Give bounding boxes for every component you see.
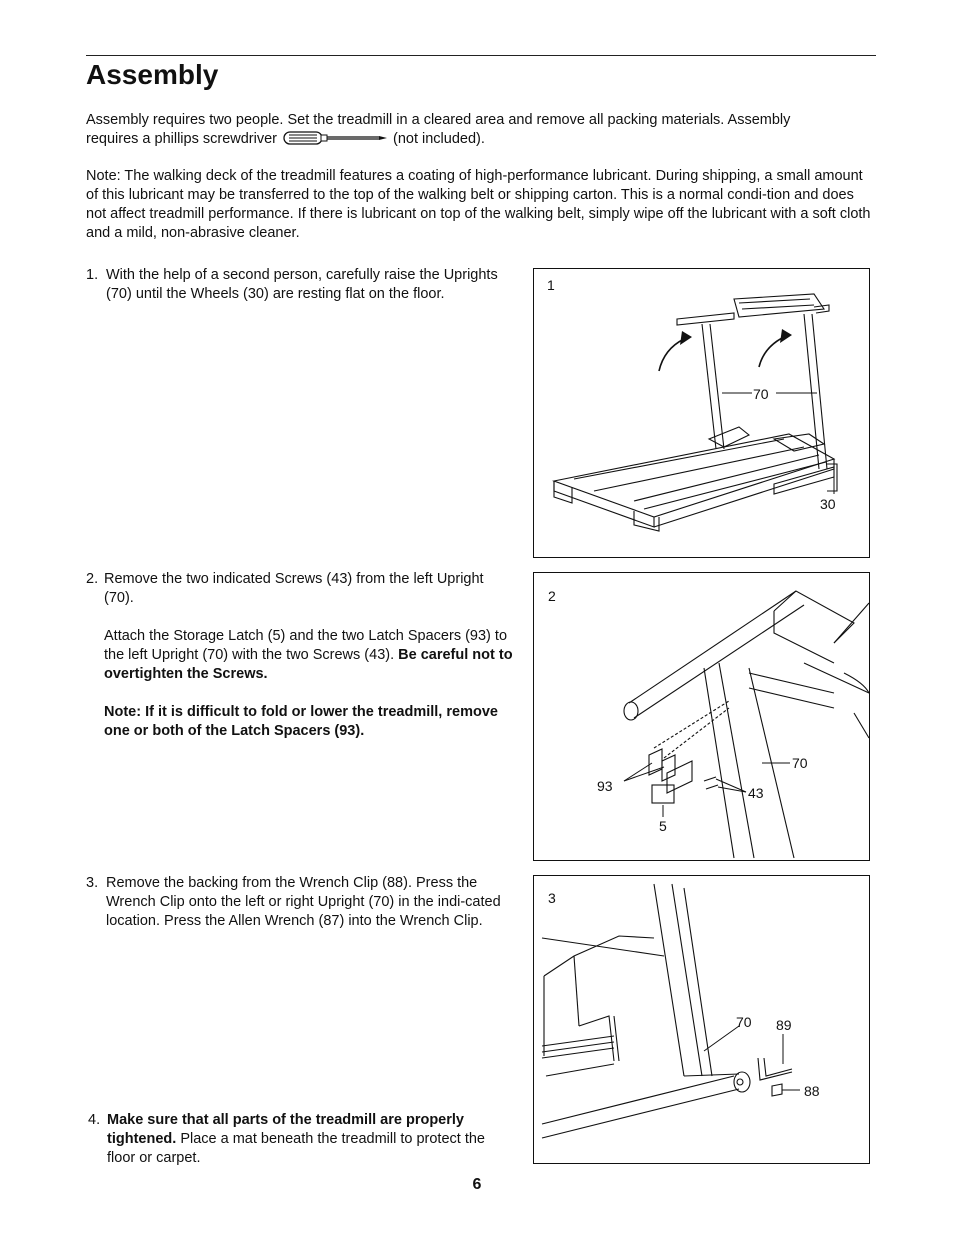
page-number: 6 [472, 1176, 482, 1193]
callout-93: 93 [597, 778, 613, 794]
step-note [104, 703, 516, 741]
step-text [107, 1111, 506, 1168]
callout-43: 43 [748, 785, 764, 801]
intro-line2-after: (not included). [393, 131, 485, 147]
callout-88: 88 [804, 1083, 820, 1099]
figure-1 [533, 268, 870, 558]
header-rule [86, 55, 876, 56]
figure-label: 1 [547, 277, 555, 293]
intro-paragraph [86, 111, 876, 152]
step-4 [86, 1111, 506, 1168]
step-number: 2. [86, 571, 99, 587]
figure-3 [533, 875, 870, 1164]
step-1 [86, 266, 506, 304]
callout-30: 30 [820, 496, 836, 512]
page-title: Assembly [86, 59, 219, 90]
upright-latch-illustration [534, 573, 871, 862]
figure-label: 2 [548, 588, 556, 604]
callout-70: 70 [736, 1014, 752, 1030]
callout-89: 89 [776, 1017, 792, 1033]
step-number: 3. [86, 875, 99, 891]
intro-line1: Assembly requires two people. Set the treadmill in a cleared area and remove all packing materials. Assembly [86, 112, 791, 128]
callout-70: 70 [753, 386, 769, 402]
step-number: 1. [86, 267, 99, 283]
step-number: 4. [88, 1112, 101, 1128]
step-note-text: Note: If it is difficult to fold or lower the treadmill, remove one or both of the Latch Spacers (93). [104, 704, 498, 739]
step-text: Remove the backing from the Wrench Clip (88). Press the Wrench Clip onto the left or right Upright (70) in the indi-cated location. Press the Allen Wrench (87) into the Wrench Clip. [106, 875, 501, 929]
intro-line2-before: requires a phillips screwdriver [86, 131, 277, 147]
step-plain-text: Place a mat beneath the treadmill to protect the floor or carpet. [107, 1131, 485, 1166]
figure-2 [533, 572, 870, 861]
step-text-2 [104, 627, 516, 684]
callout-70: 70 [792, 755, 808, 771]
step-2 [86, 570, 516, 741]
step-instruction: Attach the Storage Latch (5) and the two Latch Spacers (93) to the left Upright (70) with the two Screws (43). [104, 628, 508, 663]
step-bold-text: Make sure that all parts of the treadmill are properly tightened. [107, 1112, 464, 1147]
step-text: With the help of a second person, carefully raise the Uprights (70) until the Wheels (30) are resting flat on the floor. [106, 267, 498, 302]
step-warning: Be careful not to overtighten the Screws. [104, 647, 513, 682]
wrench-clip-illustration [534, 876, 871, 1165]
lubricant-note: Note: The walking deck of the treadmill features a coating of high-performance lubricant. During shipping, a small amount of this lubricant may be transferred to the top of the walking belt or shipping carton. This is a normal condi-tion and does not affect treadmill performance. If there is lubricant on top of the walking belt, simply wipe off the lubricant with a soft cloth and a mild, non-abrasive cleaner. [86, 168, 871, 241]
treadmill-illustration [534, 269, 871, 559]
phillips-screwdriver-icon [283, 130, 389, 152]
callout-5: 5 [659, 818, 667, 834]
figure-label: 3 [548, 890, 556, 906]
step-3 [86, 874, 508, 931]
step-text: Remove the two indicated Screws (43) from the left Upright (70). [104, 571, 484, 606]
